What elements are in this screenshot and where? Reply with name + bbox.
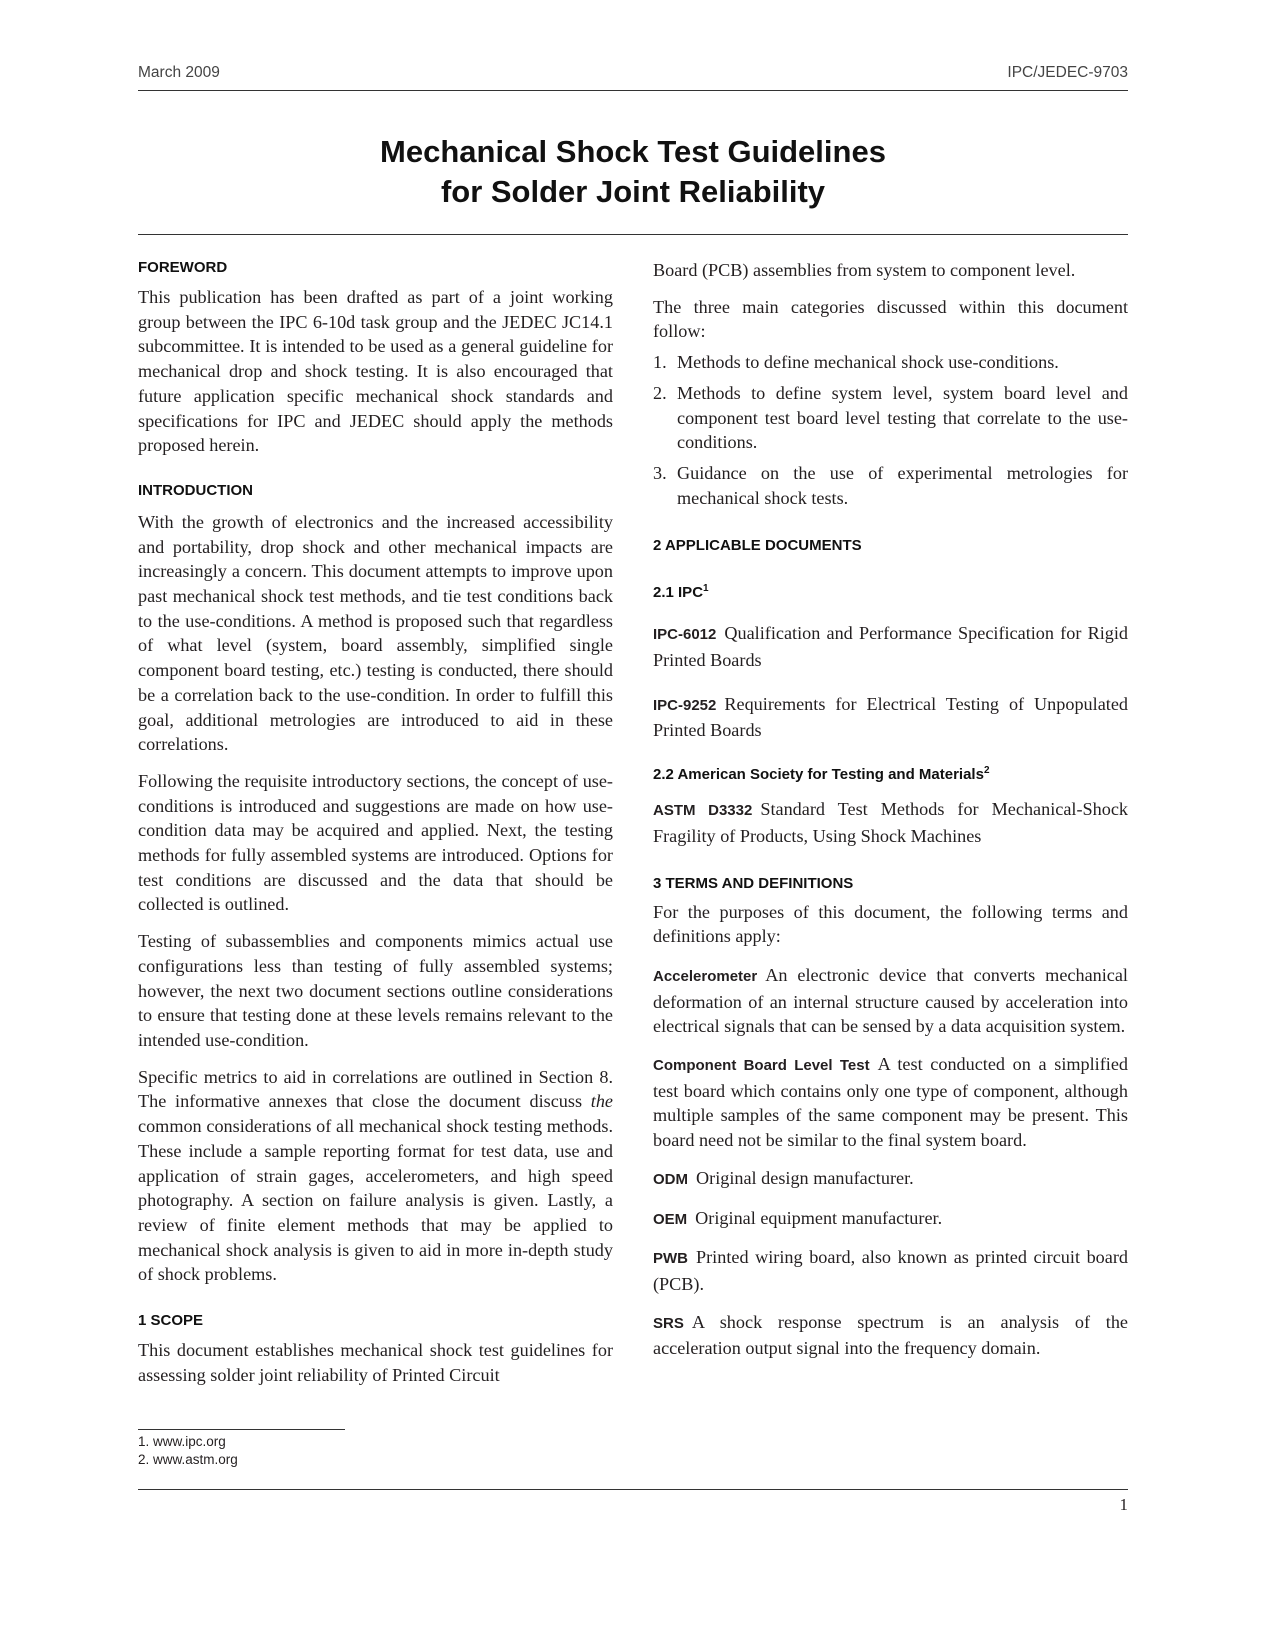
header-date: March 2009	[138, 64, 220, 81]
introduction-paragraph-1: With the growth of electronics and the increased accessibility and portability, drop shock and other mechanical impacts are increasingly a concern. This document attempts to improve upon past mechanical shock test methods, and tie test conditions back to the use-conditions. A method is proposed such that regardless of what level (system, board assembly, simplified single component board testing, etc.) testing is conducted, there should be a correlation back to the use-condition. In order to fulfill this goal, additional metrologies are introduced to aid in these correlations.	[138, 511, 613, 755]
scope-paragraph-start: This document establishes mechanical shock test guidelines for assessing solder joint reliability of Printed Circuit	[138, 1340, 613, 1385]
term-name: Component Board Level Test	[653, 1057, 870, 1075]
term-name: Accelerometer	[653, 967, 758, 985]
introduction-paragraph-4-italic: the	[590, 1091, 613, 1112]
footnotes	[138, 1433, 238, 1469]
astm-d3332-title: Standard Test Methods for Mechanical-Shock Fragility of Products, Using Shock Machines	[653, 799, 1128, 846]
term-definition: A test conducted on a simplified test board which contains only one type of component, although multiple samples of the same component may be present. This board need not be similar to the final system board.	[653, 1054, 1128, 1151]
introduction-paragraph-4-start: Specific metrics to aid in correlations are outlined in Section 8. The informative annexes that close the document discuss	[138, 1066, 613, 1112]
term-entry-odm	[653, 1166, 1128, 1193]
list-item-number: 3.	[653, 462, 667, 483]
terms-intro: For the purposes of this document, the following terms and definitions apply:	[653, 901, 1128, 947]
list-item-text: Methods to define system level, system board level and component test board level testing that correlate to the use-conditions.	[677, 382, 1128, 453]
list-item-number: 2.	[653, 382, 667, 403]
footnote-1: 1. www.ipc.org	[138, 1434, 226, 1449]
term-definition: A shock response spectrum is an analysis of the acceleration output signal into the frequency domain.	[653, 1311, 1128, 1359]
list-item-number: 1.	[653, 352, 667, 373]
term-definition: Original design manufacturer.	[696, 1167, 914, 1188]
introduction-heading: INTRODUCTION	[138, 481, 253, 499]
term-entry-srs	[653, 1310, 1128, 1361]
scope-paragraph-continued: Board (PCB) assemblies from system to component level.	[653, 260, 1076, 280]
term-name: SRS	[653, 1314, 684, 1332]
footnote-ref-2: 2	[983, 765, 990, 777]
term-name: PWB	[653, 1250, 688, 1268]
term-definition: Printed wiring board, also known as printed circuit board (PCB).	[653, 1247, 1128, 1294]
footnote-2: 2. www.astm.org	[138, 1452, 238, 1467]
footer-rule	[138, 1489, 1128, 1490]
scope-categories-intro: The three main categories discussed within this document follow:	[653, 296, 1128, 342]
header-rule	[138, 90, 1128, 91]
left-column	[138, 258, 613, 1387]
list-item	[653, 461, 1128, 510]
list-item-text: Methods to define mechanical shock use-conditions.	[677, 352, 1059, 373]
term-definition: An electronic device that converts mechanical deformation of an internal structure caused by acceleration into electrical signals that can be sensed by a data acquisition system.	[653, 964, 1128, 1037]
term-entry-accelerometer	[653, 963, 1128, 1039]
applicable-documents-heading: 2 APPLICABLE DOCUMENTS	[653, 537, 862, 555]
footnote-rule	[138, 1429, 345, 1430]
footnote-ref-1: 1	[703, 583, 709, 595]
ipc-subheading	[653, 583, 1128, 601]
title-rule	[138, 234, 1128, 235]
header-document-id: IPC/JEDEC-9703	[1007, 64, 1128, 81]
astm-subheading-text: 2.2 American Society for Testing and Materials	[653, 766, 984, 784]
foreword-paragraph: This publication has been drafted as part of a joint working group between the IPC 6-10d task group and the JEDEC JC14.1 subcommittee. It is intended to be used as a general guideline for mechanical drop and shock testing. It is also encouraged that future application specific mechanical shock standards and specifications for IPC and JEDEC should apply the methods proposed herein.	[138, 287, 613, 456]
document-title	[138, 132, 1128, 212]
ipc-9252-code: IPC-9252	[653, 696, 717, 714]
ipc-9252-entry	[653, 692, 1128, 743]
term-entry-component-board-level-test	[653, 1052, 1128, 1153]
list-item	[653, 350, 1128, 375]
foreword-heading: FOREWORD	[138, 259, 228, 276]
introduction-paragraph-4	[138, 1065, 613, 1287]
page-number: 1	[1119, 1495, 1128, 1514]
astm-d3332-entry	[653, 797, 1128, 848]
ipc-6012-title: Qualification and Performance Specification for Rigid Printed Boards	[653, 623, 1128, 671]
introduction-paragraph-4-end: common considerations of all mechanical shock testing methods. These include a sample reporting format for test data, use and application of strain gages, accelerometers, and high speed photography. A section on failure analysis is given. Lastly, a review of finite element methods that may be applied to mechanical shock analysis is given to aid in more in-depth study of shock problems.	[138, 1116, 613, 1285]
introduction-paragraph-3: Testing of subassemblies and components mimics actual use configurations less than testing of fully assembled systems; however, the next two document sections outline considerations to ensure that testing done at these levels remains relevant to the intended use-condition.	[138, 931, 613, 1050]
term-name: ODM	[653, 1170, 688, 1188]
astm-d3332-code: ASTM D3332	[653, 802, 753, 820]
astm-subheading	[653, 765, 1128, 783]
introduction-paragraph-2: Following the requisite introductory sections, the concept of use-conditions is introduced and suggestions are made on how use-condition data may be acquired and applied. Next, the testing methods for fully assembled systems are introduced. Options for test conditions are discussed and the data that should be collected is outlined.	[138, 770, 613, 915]
title-line-2: for Solder Joint Reliability	[440, 174, 826, 209]
term-definition: Original equipment manufacturer.	[695, 1207, 943, 1228]
list-item-text: Guidance on the use of experimental metrologies for mechanical shock tests.	[677, 462, 1128, 508]
ipc-subheading-text: 2.1 IPC	[653, 584, 704, 602]
ipc-6012-entry	[653, 621, 1128, 672]
term-name: OEM	[653, 1210, 688, 1228]
terms-heading: 3 TERMS AND DEFINITIONS	[653, 874, 854, 892]
ipc-9252-title: Requirements for Electrical Testing of Unpopulated Printed Boards	[653, 693, 1128, 741]
scope-categories-list	[653, 350, 1128, 510]
list-item	[653, 381, 1128, 455]
term-entry-pwb	[653, 1245, 1128, 1296]
term-entry-oem	[653, 1206, 1128, 1233]
right-column	[653, 258, 1128, 1361]
scope-heading: 1 SCOPE	[138, 1312, 204, 1330]
title-line-1: Mechanical Shock Test Guidelines	[380, 134, 886, 169]
ipc-6012-code: IPC-6012	[653, 626, 717, 644]
